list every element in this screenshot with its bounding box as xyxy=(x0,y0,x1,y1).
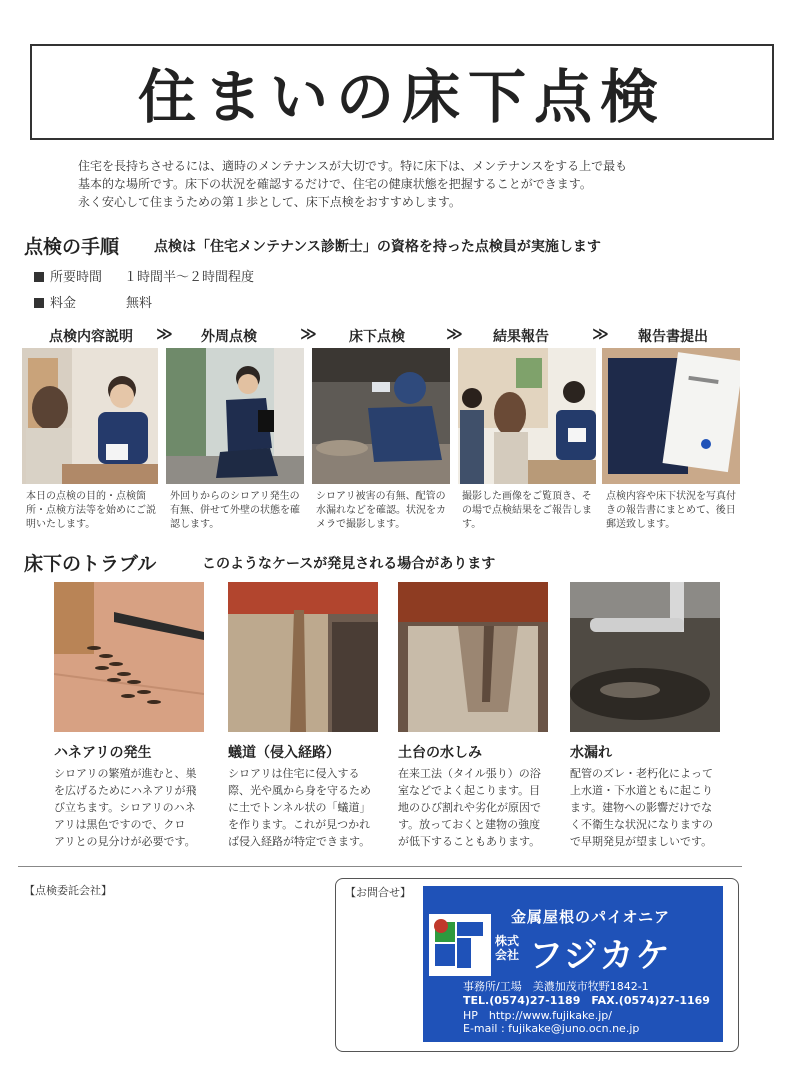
bullet-square-icon xyxy=(34,298,44,308)
case-description xyxy=(54,765,214,850)
troubles-subtitle: このようなケースが発見される場合があります xyxy=(202,556,496,572)
company-email-link[interactable]: E-mail : fujikake@juno.ocn.ne.jp xyxy=(463,1022,640,1035)
case-desc-line: で早期発見が望ましいです。 xyxy=(570,835,713,848)
case-photo-water-stain xyxy=(398,582,548,732)
case-desc-line: び立ちます。シロアリのハネ xyxy=(54,801,196,814)
fee-value: 無料 xyxy=(126,296,153,311)
case-desc-line: に土でトンネル状の「蟻道」 xyxy=(228,801,371,814)
case-desc-line: 地のひび割れや劣化が原因で xyxy=(398,801,541,814)
double-chevron-icon: ≫ xyxy=(156,324,173,343)
step-photo-underfloor xyxy=(312,348,450,484)
company-logo-icon xyxy=(429,914,491,976)
step-photo-document xyxy=(602,348,740,484)
company-tagline: 金属屋根のパイオニア xyxy=(511,908,670,926)
case-title: 水漏れ xyxy=(570,745,612,761)
step-label: 点検内容説明 xyxy=(49,329,133,345)
step-photo-exterior xyxy=(166,348,304,484)
case-photo-mud-tube xyxy=(228,582,378,732)
case-desc-line: を作ります。これが見つかれ xyxy=(228,818,371,831)
case-photo-water-leak xyxy=(570,582,720,732)
case-desc-line: アリとの見分けが必要です。 xyxy=(54,835,196,848)
case-description xyxy=(228,765,388,850)
case-title: ハネアリの発生 xyxy=(54,745,152,761)
step-description: 外回りからのシロアリ発生の有無、併せて外壁の状態を確認します。 xyxy=(170,491,300,530)
time-row xyxy=(34,266,254,285)
entrusted-company-label: 【点検委託会社】 xyxy=(24,884,112,897)
fee-row xyxy=(34,292,152,311)
intro-line: 永く安心して住まうための第１歩として、床下点検をおすすめします。 xyxy=(78,195,461,209)
case-desc-line: を広げるためにハネアリが飛 xyxy=(54,784,197,797)
time-value: １時間半～２時間程度 xyxy=(124,270,255,285)
company-name: フジカケ xyxy=(529,936,672,976)
step-description: シロアリ被害の有無、配管の水漏れなどを確認。状況をカメラで撮影します。 xyxy=(316,491,446,530)
troubles-title: 床下のトラブル xyxy=(24,553,157,575)
case-desc-line: 際、光や風から身を守るため xyxy=(228,784,371,797)
step-description: 点検内容や床下状況を写真付きの報告書にまとめて、後日郵送致します。 xyxy=(606,491,736,530)
case-desc-line: ます。建物への影響だけでな xyxy=(570,801,713,814)
company-card xyxy=(423,886,723,1042)
double-chevron-icon: ≫ xyxy=(300,324,317,343)
bullet-square-icon xyxy=(34,272,44,282)
company-address: 事務所/工場 美濃加茂市牧野1842-1 xyxy=(463,980,649,993)
company-website-link[interactable]: HP http://www.fujikake.jp/ xyxy=(463,1009,612,1022)
case-desc-line: す。放っておくと建物の強度 xyxy=(398,818,541,831)
step-label: 報告書提出 xyxy=(638,329,708,345)
case-description xyxy=(398,765,558,850)
title-box xyxy=(30,44,774,140)
procedure-title: 点検の手順 xyxy=(24,236,120,258)
case-desc-line: 室などでよく起こります。目 xyxy=(398,784,541,797)
time-label: 所要時間 xyxy=(50,270,103,285)
company-type: 株式会社 xyxy=(495,934,520,962)
double-chevron-icon: ≫ xyxy=(446,324,463,343)
case-desc-line: ば侵入経路が特定できます。 xyxy=(228,835,371,848)
step-label: 外周点検 xyxy=(201,329,257,345)
step-description: 撮影した画像をご覧頂き、その場で点検結果をご報告します。 xyxy=(462,491,592,530)
intro-line: 住宅を長持ちさせるには、適時のメンテナンスが大切です。特に床下は、メンテナンスをする上で最も xyxy=(78,159,628,173)
step-description: 本日の点検の目的・点検箇所・点検方法等を始めにご説明いたします。 xyxy=(26,491,156,530)
step-photo-report xyxy=(458,348,596,484)
step-photo-explanation xyxy=(22,348,158,484)
step-label: 結果報告 xyxy=(493,329,549,345)
step-label: 床下点検 xyxy=(349,329,405,345)
case-desc-line: く不衛生な状況になりますの xyxy=(570,818,713,831)
company-phone: TEL.(0574)27-1189 FAX.(0574)27-1169 xyxy=(463,994,710,1007)
case-desc-line: シロアリの繁殖が進むと、巣 xyxy=(54,767,197,780)
case-desc-line: 在来工法（タイル張り）の浴 xyxy=(398,767,541,780)
case-desc-line: 配管のズレ・老朽化によって xyxy=(570,767,713,780)
double-chevron-icon: ≫ xyxy=(592,324,609,343)
case-desc-line: が低下することもあります。 xyxy=(398,835,541,848)
divider xyxy=(18,866,742,867)
intro-line: 基本的な場所です。床下の状況を確認するだけで、住宅の健康状態を把握することができます。 xyxy=(78,177,592,191)
fee-label: 料金 xyxy=(50,296,77,311)
procedure-subtitle: 点検は「住宅メンテナンス診断士」の資格を持った点検員が実施します xyxy=(154,239,601,255)
intro-text xyxy=(78,157,738,211)
case-desc-line: アリは黒色ですので、クロ xyxy=(54,818,186,831)
case-photo-swarmers xyxy=(54,582,204,732)
case-desc-line: 上水道・下水道ともに起こり xyxy=(570,784,713,797)
page-title: 住まいの床下点検 xyxy=(137,63,666,131)
contact-label: 【お問合せ】 xyxy=(345,886,411,899)
case-description xyxy=(570,765,730,850)
case-desc-line: シロアリは住宅に侵入する xyxy=(228,767,360,780)
case-title: 蟻道（侵入経路） xyxy=(228,745,340,761)
case-title: 土台の水しみ xyxy=(398,745,482,761)
